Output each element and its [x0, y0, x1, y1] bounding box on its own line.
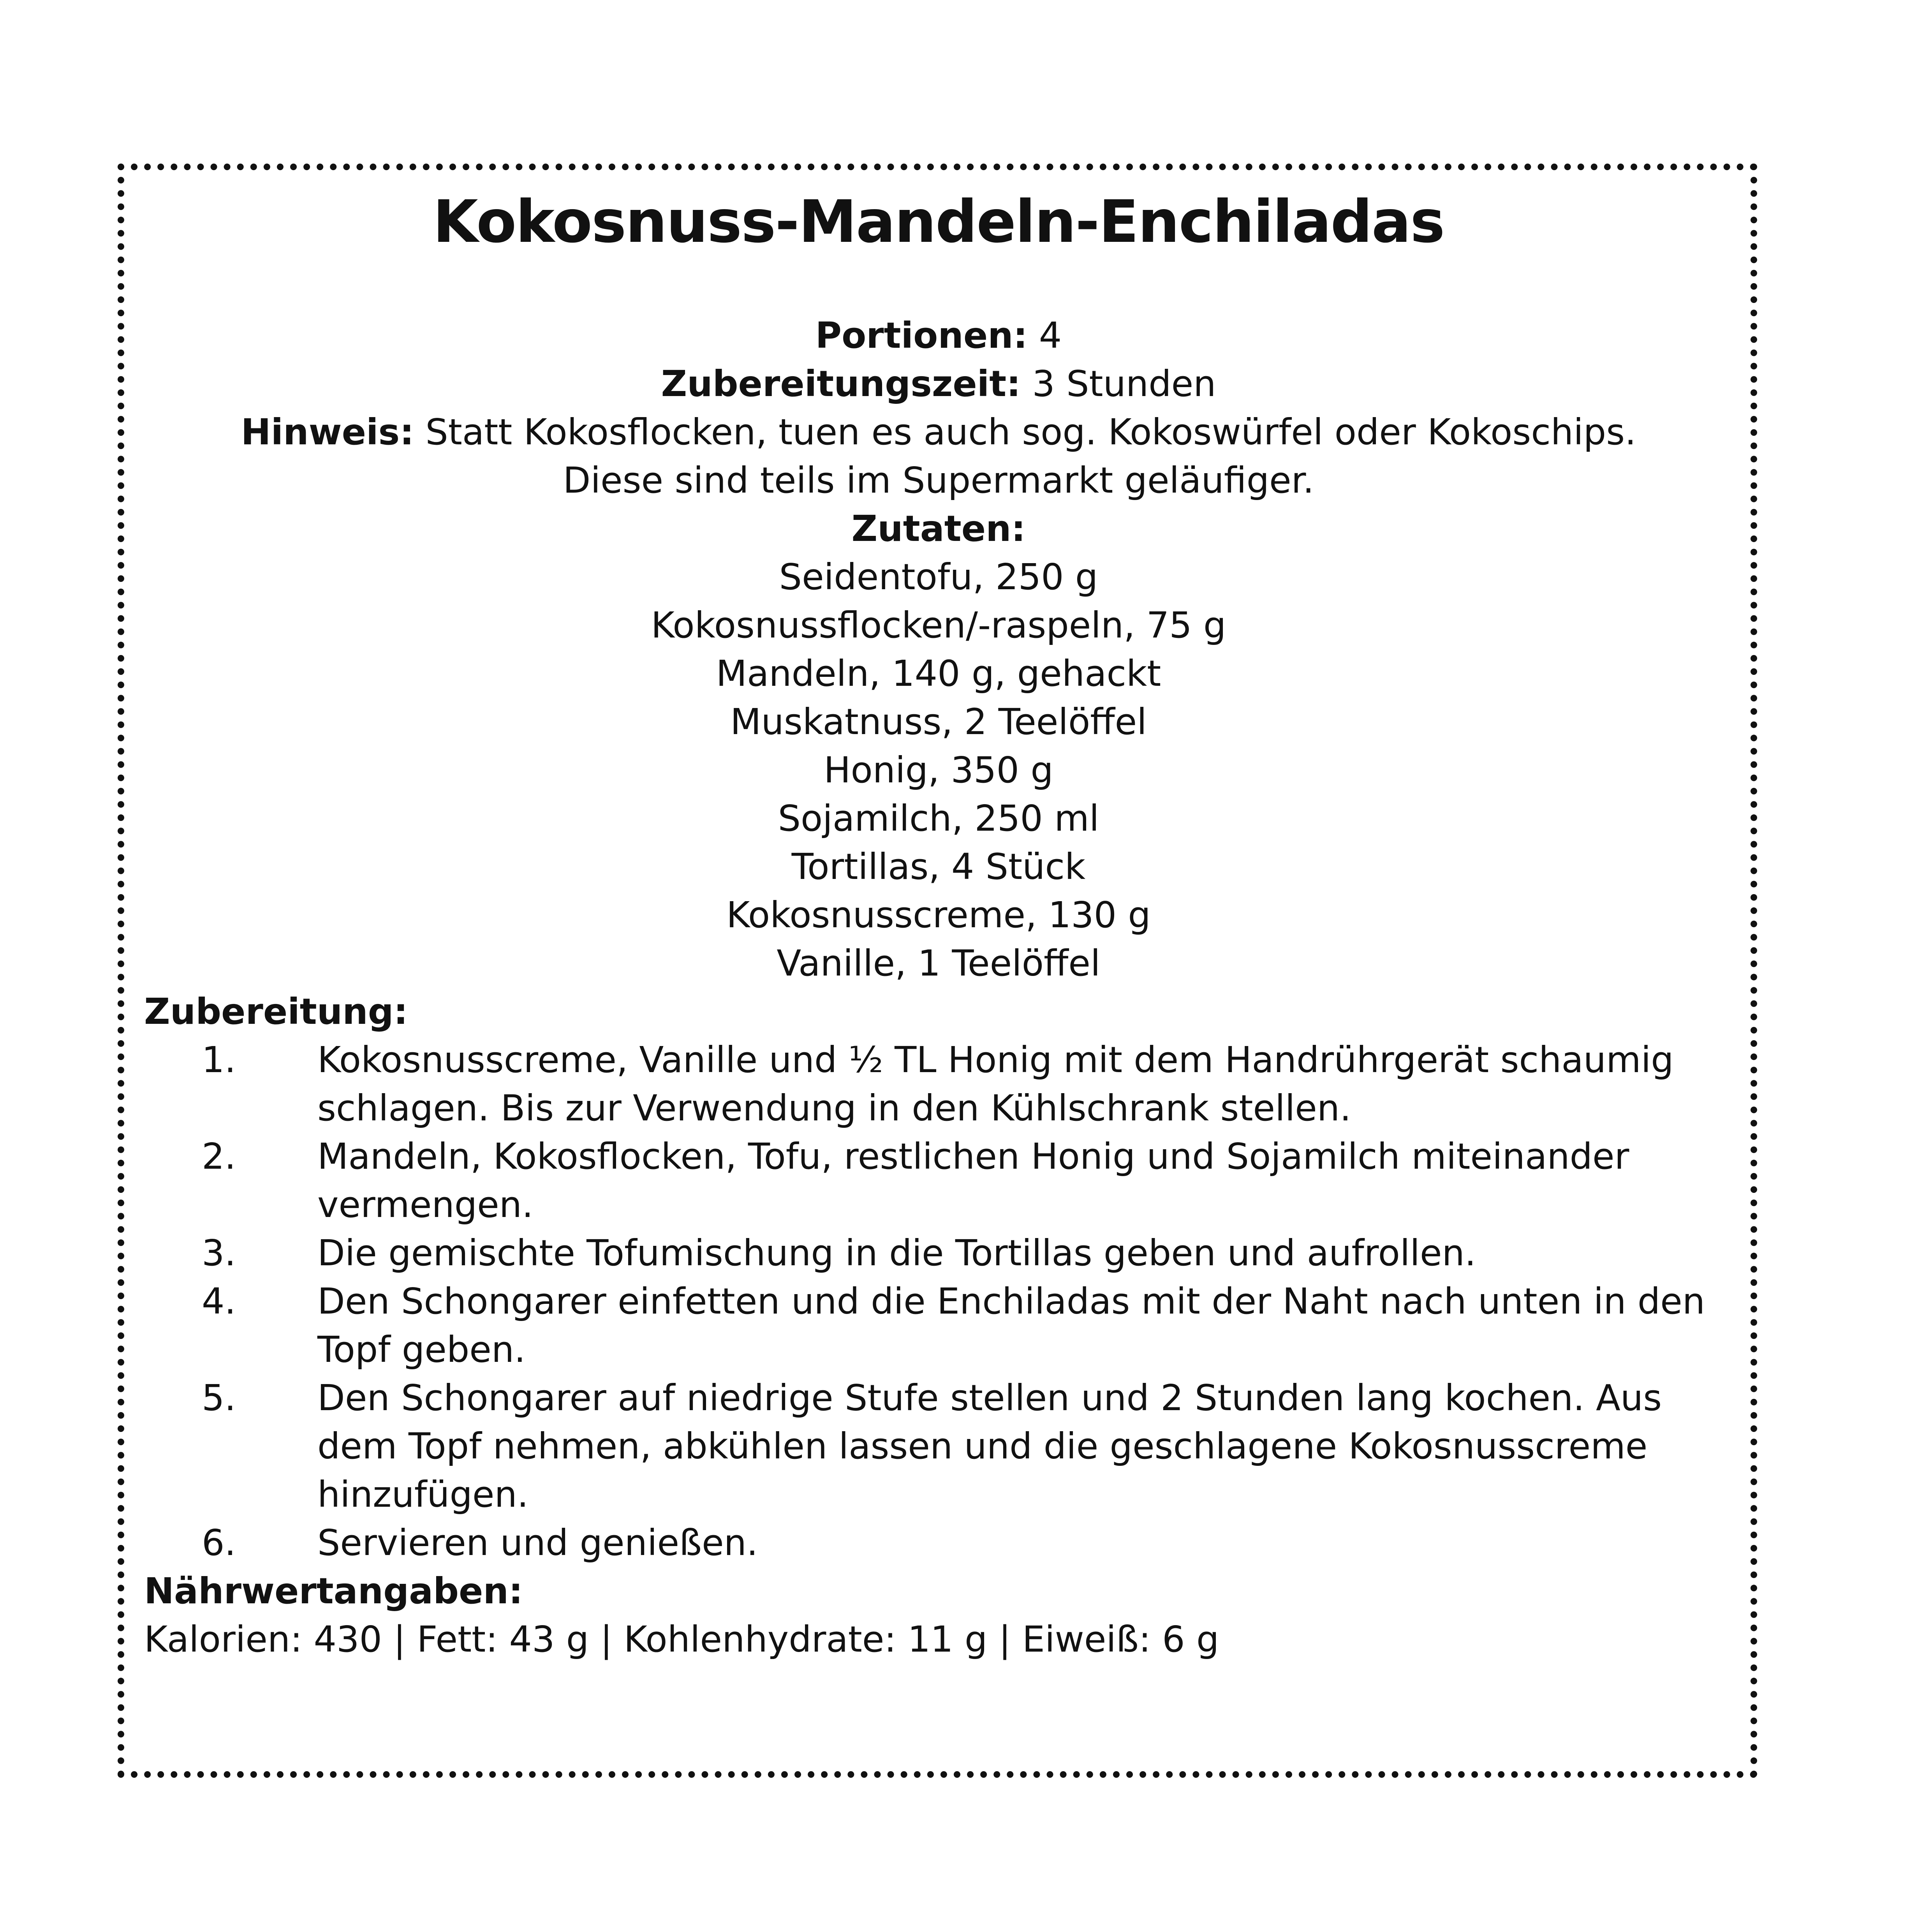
- ingredient-item: Kokosnusscreme, 130 g: [726, 894, 1151, 936]
- step-item: [144, 1277, 1733, 1374]
- step-number: 1.: [202, 1039, 236, 1081]
- servings-row: [144, 312, 1733, 360]
- ingredient-item: Muskatnuss, 2 Teelöffel: [730, 701, 1147, 743]
- step-number: 5.: [202, 1377, 236, 1419]
- step-text: Den Schongarer auf niedrige Stufe stellen und 2 Stunden lang kochen. Aus dem Topf nehmen, abkühlen lassen und die geschlagene Kokosnusscreme hinzufügen.: [317, 1377, 1662, 1515]
- step-text: Die gemischte Tofumischung in die Tortillas geben und aufrollen.: [317, 1232, 1476, 1274]
- note-row: [144, 408, 1733, 456]
- step-text: Den Schongarer einfetten und die Enchiladas mit der Naht nach unten in den Topf geben.: [317, 1280, 1705, 1370]
- ingredient-item: Honig, 350 g: [824, 749, 1053, 791]
- step-item: [144, 1229, 1733, 1277]
- servings-value: 4: [1039, 315, 1062, 356]
- step-number: 2.: [202, 1136, 236, 1177]
- note-text-line2: Diese sind teils im Supermarkt geläufiger.: [563, 460, 1314, 501]
- servings-label: Portionen:: [815, 315, 1028, 356]
- recipe-title: Kokosnuss-Mandeln-Enchiladas: [433, 188, 1444, 256]
- prep-time-row: [144, 360, 1733, 408]
- recipe-meta: [144, 312, 1733, 553]
- note-label: Hinweis:: [241, 411, 414, 453]
- ingredient-item: Sojamilch, 250 ml: [778, 798, 1099, 839]
- step-text: Servieren und genießen.: [317, 1522, 758, 1564]
- step-item: [144, 1036, 1733, 1132]
- step-number: 4.: [202, 1280, 236, 1322]
- step-item: [144, 1519, 1733, 1567]
- ingredient-item: Seidentofu, 250 g: [779, 556, 1098, 598]
- nutrition-values: Kalorien: 430 | Fett: 43 g | Kohlenhydrate: 11 g | Eiweiß: 6 g: [144, 1619, 1219, 1660]
- prep-time-label: Zubereitungszeit:: [661, 363, 1021, 405]
- ingredients-heading: Zutaten:: [851, 508, 1026, 549]
- ingredient-item: Kokosnussflocken/-raspeln, 75 g: [651, 604, 1226, 646]
- ingredient-item: Vanille, 1 Teelöffel: [777, 942, 1101, 984]
- preparation-steps: [144, 1036, 1733, 1567]
- ingredients-list: [144, 553, 1733, 988]
- nutrition-heading: Nährwertangaben:: [144, 1570, 523, 1612]
- prep-time-value: 3 Stunden: [1032, 363, 1216, 405]
- step-number: 3.: [202, 1232, 236, 1274]
- step-text: Kokosnusscreme, Vanille und ½ TL Honig mit dem Handrührgerät schaumig schlagen. Bis zur Verwendung in den Kühlschrank stellen.: [317, 1039, 1674, 1129]
- ingredient-item: Mandeln, 140 g, gehackt: [716, 653, 1161, 694]
- step-item: [144, 1132, 1733, 1229]
- step-text: Mandeln, Kokosflocken, Tofu, restlichen Honig und Sojamilch miteinander vermengen.: [317, 1136, 1629, 1226]
- recipe-card: [144, 183, 1733, 1664]
- step-number: 6.: [202, 1522, 236, 1564]
- note-text-line1: Statt Kokosflocken, tuen es auch sog. Kokoswürfel oder Kokoschips.: [425, 411, 1636, 453]
- preparation-heading: Zubereitung:: [144, 991, 408, 1032]
- ingredient-item: Tortillas, 4 Stück: [791, 846, 1086, 888]
- step-item: [144, 1374, 1733, 1519]
